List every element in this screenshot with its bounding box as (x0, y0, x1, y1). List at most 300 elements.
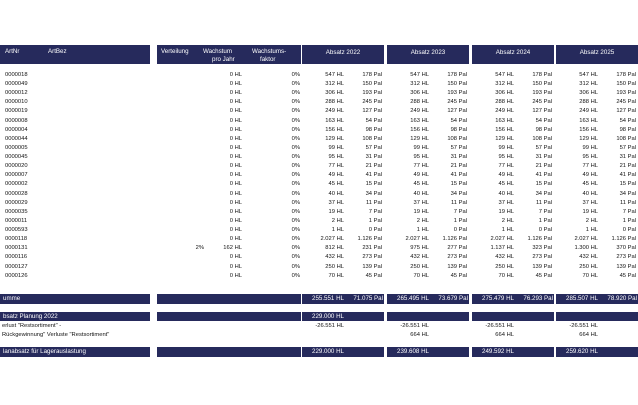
wachstum-cell[interactable]: 0 HL (229, 217, 242, 224)
hl-cell[interactable]: 45 HL (328, 181, 344, 188)
summe-hl[interactable]: 275.479 HL (482, 295, 514, 302)
planabsatz-year-bar (472, 347, 554, 357)
pal-cell[interactable]: 21 Pal (535, 163, 552, 170)
artnr-cell[interactable]: 0000044 (5, 135, 28, 142)
hl-cell[interactable]: 288 HL (410, 99, 429, 106)
hl-cell[interactable]: 37 HL (328, 199, 344, 206)
pal-cell[interactable]: 34 Pal (365, 190, 382, 197)
wachstum-cell[interactable]: 0 HL (229, 154, 242, 161)
planung-year-bar (472, 312, 554, 321)
pal-cell[interactable]: 273 Pal (616, 254, 636, 261)
hl-cell[interactable]: 2 HL (585, 217, 598, 224)
table-row (0, 98, 636, 107)
pal-cell[interactable]: 127 Pal (447, 108, 467, 115)
summe-param-bar (157, 294, 301, 304)
wachstum-cell[interactable]: 0 HL (229, 172, 242, 179)
table-row (0, 162, 636, 171)
pal-cell[interactable]: 139 Pal (362, 263, 382, 270)
pal-cell[interactable]: 1 Pal (538, 217, 552, 224)
pal-cell[interactable]: 34 Pal (535, 190, 552, 197)
hl-cell[interactable]: 306 HL (579, 90, 598, 97)
pal-cell[interactable]: 11 Pal (365, 199, 382, 206)
hl-cell[interactable]: 1.137 HL (490, 245, 514, 252)
pal-cell[interactable]: 98 Pal (619, 126, 636, 133)
faktor-cell[interactable]: 0% (291, 117, 300, 124)
hl-cell[interactable]: 37 HL (413, 199, 429, 206)
pal-cell[interactable]: 1.126 Pal (611, 236, 636, 243)
artnr-cell[interactable]: 0000028 (5, 190, 28, 197)
planabsatz-year-bar (387, 347, 469, 357)
verlust-cell[interactable]: -26.551 HL (485, 323, 514, 329)
hl-cell[interactable]: 129 HL (495, 135, 514, 142)
hl-cell[interactable]: 2.027 HL (320, 236, 344, 243)
pal-cell[interactable]: 57 Pal (365, 144, 382, 151)
wachstum-cell[interactable]: 0 HL (229, 163, 242, 170)
hl-cell[interactable]: 37 HL (498, 199, 514, 206)
hl-cell[interactable]: 432 HL (325, 254, 344, 261)
pal-cell[interactable]: 245 Pal (362, 99, 382, 106)
hl-cell[interactable]: 19 HL (328, 208, 344, 215)
header-year-label[interactable]: Absatz 2025 (579, 49, 615, 56)
pal-cell[interactable]: 15 Pal (619, 181, 636, 188)
pal-cell[interactable]: 273 Pal (447, 254, 467, 261)
pal-cell[interactable]: 41 Pal (365, 172, 382, 179)
faktor-cell[interactable]: 0% (291, 99, 300, 106)
pal-cell[interactable]: 323 Pal (532, 245, 552, 252)
artnr-cell[interactable]: 0000018 (5, 72, 28, 78)
faktor-cell[interactable]: 0% (291, 172, 300, 179)
pal-cell[interactable]: 45 Pal (535, 272, 552, 279)
planabsatz-value[interactable]: 259.620 HL (566, 348, 598, 355)
pal-cell[interactable]: 1.126 Pal (357, 236, 382, 243)
hl-cell[interactable]: 49 HL (582, 172, 598, 179)
faktor-cell[interactable]: 0% (291, 236, 300, 243)
hl-cell[interactable]: 129 HL (325, 135, 344, 142)
pal-cell[interactable]: 41 Pal (535, 172, 552, 179)
pal-cell[interactable]: 0 Pal (622, 227, 636, 234)
pal-cell[interactable]: 108 Pal (616, 135, 636, 142)
hl-cell[interactable]: 163 HL (579, 117, 598, 124)
pal-cell[interactable]: 193 Pal (447, 90, 467, 97)
wachstum-cell[interactable]: 0 HL (229, 72, 242, 78)
pal-cell[interactable]: 34 Pal (450, 190, 467, 197)
header-artbez[interactable]: ArtBez (48, 48, 67, 55)
pal-cell[interactable]: 0 Pal (453, 227, 467, 234)
pal-cell[interactable]: 21 Pal (450, 163, 467, 170)
pal-cell[interactable]: 7 Pal (453, 208, 467, 215)
faktor-cell[interactable]: 0% (291, 208, 300, 215)
wachstum-cell[interactable]: 0 HL (229, 227, 242, 234)
pal-cell[interactable]: 370 Pal (616, 245, 636, 252)
hl-cell[interactable]: 312 HL (495, 81, 514, 88)
pal-cell[interactable]: 150 Pal (447, 81, 467, 88)
faktor-cell[interactable]: 0% (291, 245, 300, 252)
hl-cell[interactable]: 288 HL (495, 99, 514, 106)
summe-hl[interactable]: 255.551 HL (312, 295, 344, 302)
pal-cell[interactable]: 98 Pal (365, 126, 382, 133)
wachstum-cell[interactable]: 0 HL (229, 126, 242, 133)
pal-cell[interactable]: 15 Pal (450, 181, 467, 188)
wachstum-cell[interactable]: 0 HL (229, 272, 242, 279)
hl-cell[interactable]: 37 HL (582, 199, 598, 206)
header-artnr[interactable]: ArtNr (5, 48, 20, 55)
pal-cell[interactable]: 11 Pal (619, 199, 636, 206)
pal-cell[interactable]: 31 Pal (535, 154, 552, 161)
faktor-cell[interactable]: 0% (291, 163, 300, 170)
faktor-cell[interactable]: 0% (291, 190, 300, 197)
pal-cell[interactable]: 193 Pal (362, 90, 382, 97)
hl-cell[interactable]: 156 HL (579, 126, 598, 133)
pal-cell[interactable]: 11 Pal (535, 199, 552, 206)
hl-cell[interactable]: 163 HL (410, 117, 429, 124)
hl-cell[interactable]: 2.027 HL (405, 236, 429, 243)
artnr-cell[interactable]: 0000012 (5, 90, 28, 97)
pal-cell[interactable]: 45 Pal (450, 272, 467, 279)
faktor-cell[interactable]: 0% (291, 217, 300, 224)
wachstum-cell[interactable]: 0 HL (229, 263, 242, 270)
pal-cell[interactable]: 1.126 Pal (442, 236, 467, 243)
verteilung-cell[interactable]: 2% (195, 245, 204, 252)
pal-cell[interactable]: 139 Pal (447, 263, 467, 270)
pal-cell[interactable]: 178 Pal (362, 72, 382, 78)
wachstum-cell[interactable]: 162 HL (223, 245, 242, 252)
header-faktor-1[interactable]: Wachstums- (252, 48, 287, 55)
table-row (0, 199, 636, 208)
hl-cell[interactable]: 547 HL (325, 72, 344, 78)
summe-hl[interactable]: 285.507 HL (566, 295, 598, 302)
hl-cell[interactable]: 49 HL (328, 172, 344, 179)
planabsatz-year-bar (556, 347, 638, 357)
wachstum-cell[interactable]: 0 HL (229, 190, 242, 197)
artnr-cell[interactable]: 0000045 (5, 154, 28, 161)
hl-cell[interactable]: 163 HL (495, 117, 514, 124)
hl-cell[interactable]: 2.027 HL (490, 236, 514, 243)
pal-cell[interactable]: 7 Pal (538, 208, 552, 215)
hl-cell[interactable]: 547 HL (579, 72, 598, 78)
header-year-3 (556, 45, 638, 64)
wachstum-cell[interactable]: 0 HL (229, 81, 242, 88)
rueckgewinnung-cell[interactable]: 664 HL (579, 332, 598, 338)
hl-cell[interactable]: 2 HL (331, 217, 344, 224)
hl-cell[interactable]: 95 HL (413, 154, 429, 161)
pal-cell[interactable]: 0 Pal (538, 227, 552, 234)
pal-cell[interactable]: 108 Pal (362, 135, 382, 142)
wachstum-cell[interactable]: 0 HL (229, 236, 242, 243)
pal-cell[interactable]: 0 Pal (368, 227, 382, 234)
hl-cell[interactable]: 432 HL (410, 254, 429, 261)
wachstum-cell[interactable]: 0 HL (229, 117, 242, 124)
hl-cell[interactable]: 40 HL (498, 190, 514, 197)
pal-cell[interactable]: 57 Pal (535, 144, 552, 151)
header-year-label[interactable]: Absatz 2024 (495, 49, 531, 56)
hl-cell[interactable]: 2 HL (501, 217, 514, 224)
wachstum-cell[interactable]: 0 HL (229, 199, 242, 206)
artnr-cell[interactable]: 0000035 (5, 208, 28, 215)
hl-cell[interactable]: 77 HL (328, 163, 344, 170)
hl-cell[interactable]: 77 HL (498, 163, 514, 170)
hl-cell[interactable]: 306 HL (410, 90, 429, 97)
hl-cell[interactable]: 288 HL (325, 99, 344, 106)
pal-cell[interactable]: 45 Pal (365, 272, 382, 279)
hl-cell[interactable]: 45 HL (498, 181, 514, 188)
pal-cell[interactable]: 273 Pal (362, 254, 382, 261)
hl-cell[interactable]: 163 HL (325, 117, 344, 124)
artnr-cell[interactable]: 0000008 (5, 117, 28, 124)
hl-cell[interactable]: 306 HL (495, 90, 514, 97)
artnr-cell[interactable]: 0000007 (5, 172, 28, 179)
wachstum-cell[interactable]: 0 HL (229, 208, 242, 215)
hl-cell[interactable]: 250 HL (495, 263, 514, 270)
pal-cell[interactable]: 98 Pal (450, 126, 467, 133)
hl-cell[interactable]: 99 HL (413, 144, 429, 151)
hl-cell[interactable]: 250 HL (325, 263, 344, 270)
faktor-cell[interactable]: 0% (291, 81, 300, 88)
planabsatz-value[interactable]: 229.000 HL (312, 348, 344, 355)
pal-cell[interactable]: 127 Pal (362, 108, 382, 115)
pal-cell[interactable]: 54 Pal (535, 117, 552, 124)
wachstum-cell[interactable]: 0 HL (229, 181, 242, 188)
hl-cell[interactable]: 95 HL (328, 154, 344, 161)
pal-cell[interactable]: 98 Pal (535, 126, 552, 133)
hl-cell[interactable]: 99 HL (498, 144, 514, 151)
hl-cell[interactable]: 70 HL (328, 272, 344, 279)
artnr-cell[interactable]: 0000011 (5, 217, 28, 224)
faktor-cell[interactable]: 0% (291, 72, 300, 78)
hl-cell[interactable]: 312 HL (410, 81, 429, 88)
artnr-cell[interactable]: 0000126 (5, 272, 28, 279)
hl-cell[interactable]: 70 HL (498, 272, 514, 279)
header-wachstum-2[interactable]: pro Jahr (212, 56, 235, 63)
faktor-cell[interactable]: 0% (291, 108, 300, 115)
hl-cell[interactable]: 249 HL (495, 108, 514, 115)
table-row (0, 235, 636, 244)
hl-cell[interactable]: 1 HL (501, 227, 514, 234)
planung-value[interactable]: 229.000 HL (312, 313, 344, 320)
rueckgewinnung-cell[interactable]: 664 HL (410, 332, 429, 338)
wachstum-cell[interactable]: 0 HL (229, 99, 242, 106)
faktor-cell[interactable]: 0% (291, 90, 300, 97)
hl-cell[interactable]: 306 HL (325, 90, 344, 97)
artnr-cell[interactable]: 0000005 (5, 144, 28, 151)
faktor-cell[interactable]: 0% (291, 263, 300, 270)
pal-cell[interactable]: 21 Pal (365, 163, 382, 170)
artnr-cell[interactable]: 0000049 (5, 81, 28, 88)
pal-cell[interactable]: 108 Pal (532, 135, 552, 142)
faktor-cell[interactable]: 0% (291, 227, 300, 234)
pal-cell[interactable]: 15 Pal (365, 181, 382, 188)
hl-cell[interactable]: 1 HL (331, 227, 344, 234)
pal-cell[interactable]: 15 Pal (535, 181, 552, 188)
artnr-cell[interactable]: 0000019 (5, 108, 28, 115)
faktor-cell[interactable]: 0% (291, 144, 300, 151)
hl-cell[interactable]: 249 HL (579, 108, 598, 115)
hl-cell[interactable]: 40 HL (328, 190, 344, 197)
hl-cell[interactable]: 156 HL (325, 126, 344, 133)
hl-cell[interactable]: 77 HL (413, 163, 429, 170)
pal-cell[interactable]: 193 Pal (616, 90, 636, 97)
planabsatz-value[interactable]: 239.608 HL (397, 348, 429, 355)
faktor-cell[interactable]: 0% (291, 272, 300, 279)
hl-cell[interactable]: 45 HL (582, 181, 598, 188)
summe-hl[interactable]: 265.495 HL (397, 295, 429, 302)
pal-cell[interactable]: 127 Pal (532, 108, 552, 115)
hl-cell[interactable]: 975 HL (410, 245, 429, 252)
pal-cell[interactable]: 193 Pal (532, 90, 552, 97)
summe-pal[interactable]: 78.920 Pal (607, 295, 637, 302)
summe-pal[interactable]: 73.679 Pal (438, 295, 468, 302)
artnr-cell[interactable]: 0000593 (5, 227, 28, 234)
hl-cell[interactable]: 156 HL (495, 126, 514, 133)
hl-cell[interactable]: 249 HL (325, 108, 344, 115)
hl-cell[interactable]: 49 HL (413, 172, 429, 179)
header-faktor-2[interactable]: faktor (260, 56, 276, 63)
pal-cell[interactable]: 139 Pal (532, 263, 552, 270)
hl-cell[interactable]: 95 HL (582, 154, 598, 161)
pal-cell[interactable]: 108 Pal (447, 135, 467, 142)
wachstum-cell[interactable]: 0 HL (229, 254, 242, 261)
pal-cell[interactable]: 127 Pal (616, 108, 636, 115)
pal-cell[interactable]: 41 Pal (450, 172, 467, 179)
planung-year-bar (556, 312, 638, 321)
pal-cell[interactable]: 245 Pal (447, 99, 467, 106)
pal-cell[interactable]: 178 Pal (532, 72, 552, 78)
hl-cell[interactable]: 312 HL (579, 81, 598, 88)
hl-cell[interactable]: 95 HL (498, 154, 514, 161)
pal-cell[interactable]: 245 Pal (616, 99, 636, 106)
hl-cell[interactable]: 432 HL (495, 254, 514, 261)
pal-cell[interactable]: 1 Pal (453, 217, 467, 224)
pal-cell[interactable]: 150 Pal (532, 81, 552, 88)
hl-cell[interactable]: 250 HL (410, 263, 429, 270)
hl-cell[interactable]: 1 HL (416, 227, 429, 234)
faktor-cell[interactable]: 0% (291, 126, 300, 133)
artnr-cell[interactable]: 0000020 (5, 163, 28, 170)
table-row (0, 117, 636, 126)
pal-cell[interactable]: 178 Pal (447, 72, 467, 78)
pal-cell[interactable]: 34 Pal (619, 190, 636, 197)
verlust-cell[interactable]: -26.551 HL (569, 323, 598, 329)
wachstum-cell[interactable]: 0 HL (229, 144, 242, 151)
pal-cell[interactable]: 139 Pal (616, 263, 636, 270)
pal-cell[interactable]: 57 Pal (450, 144, 467, 151)
hl-cell[interactable]: 547 HL (410, 72, 429, 78)
pal-cell[interactable]: 273 Pal (532, 254, 552, 261)
table-row (0, 89, 636, 98)
faktor-cell[interactable]: 0% (291, 154, 300, 161)
pal-cell[interactable]: 54 Pal (450, 117, 467, 124)
verlust-cell[interactable]: -26.551 HL (400, 323, 429, 329)
hl-cell[interactable]: 1.300 HL (574, 245, 598, 252)
artnr-cell[interactable]: 0000004 (5, 126, 28, 133)
hl-cell[interactable]: 19 HL (498, 208, 514, 215)
pal-cell[interactable]: 54 Pal (619, 117, 636, 124)
artnr-cell[interactable]: 0000131 (5, 245, 28, 252)
hl-cell[interactable]: 547 HL (495, 72, 514, 78)
pal-cell[interactable]: 245 Pal (532, 99, 552, 106)
artnr-cell[interactable]: 0000116 (5, 254, 28, 261)
hl-cell[interactable]: 312 HL (325, 81, 344, 88)
hl-cell[interactable]: 432 HL (579, 254, 598, 261)
hl-cell[interactable]: 19 HL (582, 208, 598, 215)
artnr-cell[interactable]: 0000118 (5, 236, 28, 243)
hl-cell[interactable]: 19 HL (413, 208, 429, 215)
hl-cell[interactable]: 40 HL (582, 190, 598, 197)
pal-cell[interactable]: 150 Pal (616, 81, 636, 88)
header-year-label[interactable]: Absatz 2023 (410, 49, 446, 56)
hl-cell[interactable]: 99 HL (582, 144, 598, 151)
pal-cell[interactable]: 57 Pal (619, 144, 636, 151)
hl-cell[interactable]: 250 HL (579, 263, 598, 270)
faktor-cell[interactable]: 0% (291, 181, 300, 188)
hl-cell[interactable]: 812 HL (325, 245, 344, 252)
table-row (0, 126, 636, 135)
hl-cell[interactable]: 129 HL (410, 135, 429, 142)
pal-cell[interactable]: 7 Pal (622, 208, 636, 215)
pal-cell[interactable]: 1 Pal (622, 217, 636, 224)
summe-pal[interactable]: 76.293 Pal (523, 295, 553, 302)
verlust-cell[interactable]: -26.551 HL (315, 323, 344, 329)
pal-cell[interactable]: 41 Pal (619, 172, 636, 179)
wachstum-cell[interactable]: 0 HL (229, 90, 242, 97)
hl-cell[interactable]: 249 HL (410, 108, 429, 115)
hl-cell[interactable]: 1 HL (585, 227, 598, 234)
pal-cell[interactable]: 31 Pal (365, 154, 382, 161)
hl-cell[interactable]: 99 HL (328, 144, 344, 151)
hl-cell[interactable]: 49 HL (498, 172, 514, 179)
hl-cell[interactable]: 2.027 HL (574, 236, 598, 243)
hl-cell[interactable]: 40 HL (413, 190, 429, 197)
rueckgewinnung-cell[interactable]: 664 HL (495, 332, 514, 338)
pal-cell[interactable]: 45 Pal (619, 272, 636, 279)
hl-cell[interactable]: 156 HL (410, 126, 429, 133)
faktor-cell[interactable]: 0% (291, 254, 300, 261)
pal-cell[interactable]: 178 Pal (616, 72, 636, 78)
header-verteilung[interactable]: Verteilung (161, 48, 189, 55)
pal-cell[interactable]: 231 Pal (362, 245, 382, 252)
hl-cell[interactable]: 2 HL (416, 217, 429, 224)
artnr-cell[interactable]: 0000127 (5, 263, 28, 270)
pal-cell[interactable]: 277 Pal (447, 245, 467, 252)
faktor-cell[interactable]: 0% (291, 199, 300, 206)
hl-cell[interactable]: 77 HL (582, 163, 598, 170)
summe-year-bar (556, 294, 638, 304)
pal-cell[interactable]: 21 Pal (619, 163, 636, 170)
hl-cell[interactable]: 288 HL (579, 99, 598, 106)
hl-cell[interactable]: 70 HL (413, 272, 429, 279)
pal-cell[interactable]: 11 Pal (450, 199, 467, 206)
hl-cell[interactable]: 70 HL (582, 272, 598, 279)
pal-cell[interactable]: 31 Pal (619, 154, 636, 161)
pal-cell[interactable]: 31 Pal (450, 154, 467, 161)
pal-cell[interactable]: 1 Pal (368, 217, 382, 224)
planabsatz-value[interactable]: 249.592 HL (482, 348, 514, 355)
hl-cell[interactable]: 45 HL (413, 181, 429, 188)
wachstum-cell[interactable]: 0 HL (229, 108, 242, 115)
pal-cell[interactable]: 1.126 Pal (527, 236, 552, 243)
header-year-label[interactable]: Absatz 2022 (325, 49, 361, 56)
pal-cell[interactable]: 150 Pal (362, 81, 382, 88)
artnr-cell[interactable]: 0000010 (5, 99, 28, 106)
faktor-cell[interactable]: 0% (291, 135, 300, 142)
pal-cell[interactable]: 7 Pal (368, 208, 382, 215)
wachstum-cell[interactable]: 0 HL (229, 135, 242, 142)
header-wachstum-1[interactable]: Wachstum (203, 48, 232, 55)
artnr-cell[interactable]: 0000002 (5, 181, 28, 188)
pal-cell[interactable]: 54 Pal (365, 117, 382, 124)
artnr-cell[interactable]: 0000029 (5, 199, 28, 206)
summe-pal[interactable]: 71.075 Pal (353, 295, 383, 302)
hl-cell[interactable]: 129 HL (579, 135, 598, 142)
